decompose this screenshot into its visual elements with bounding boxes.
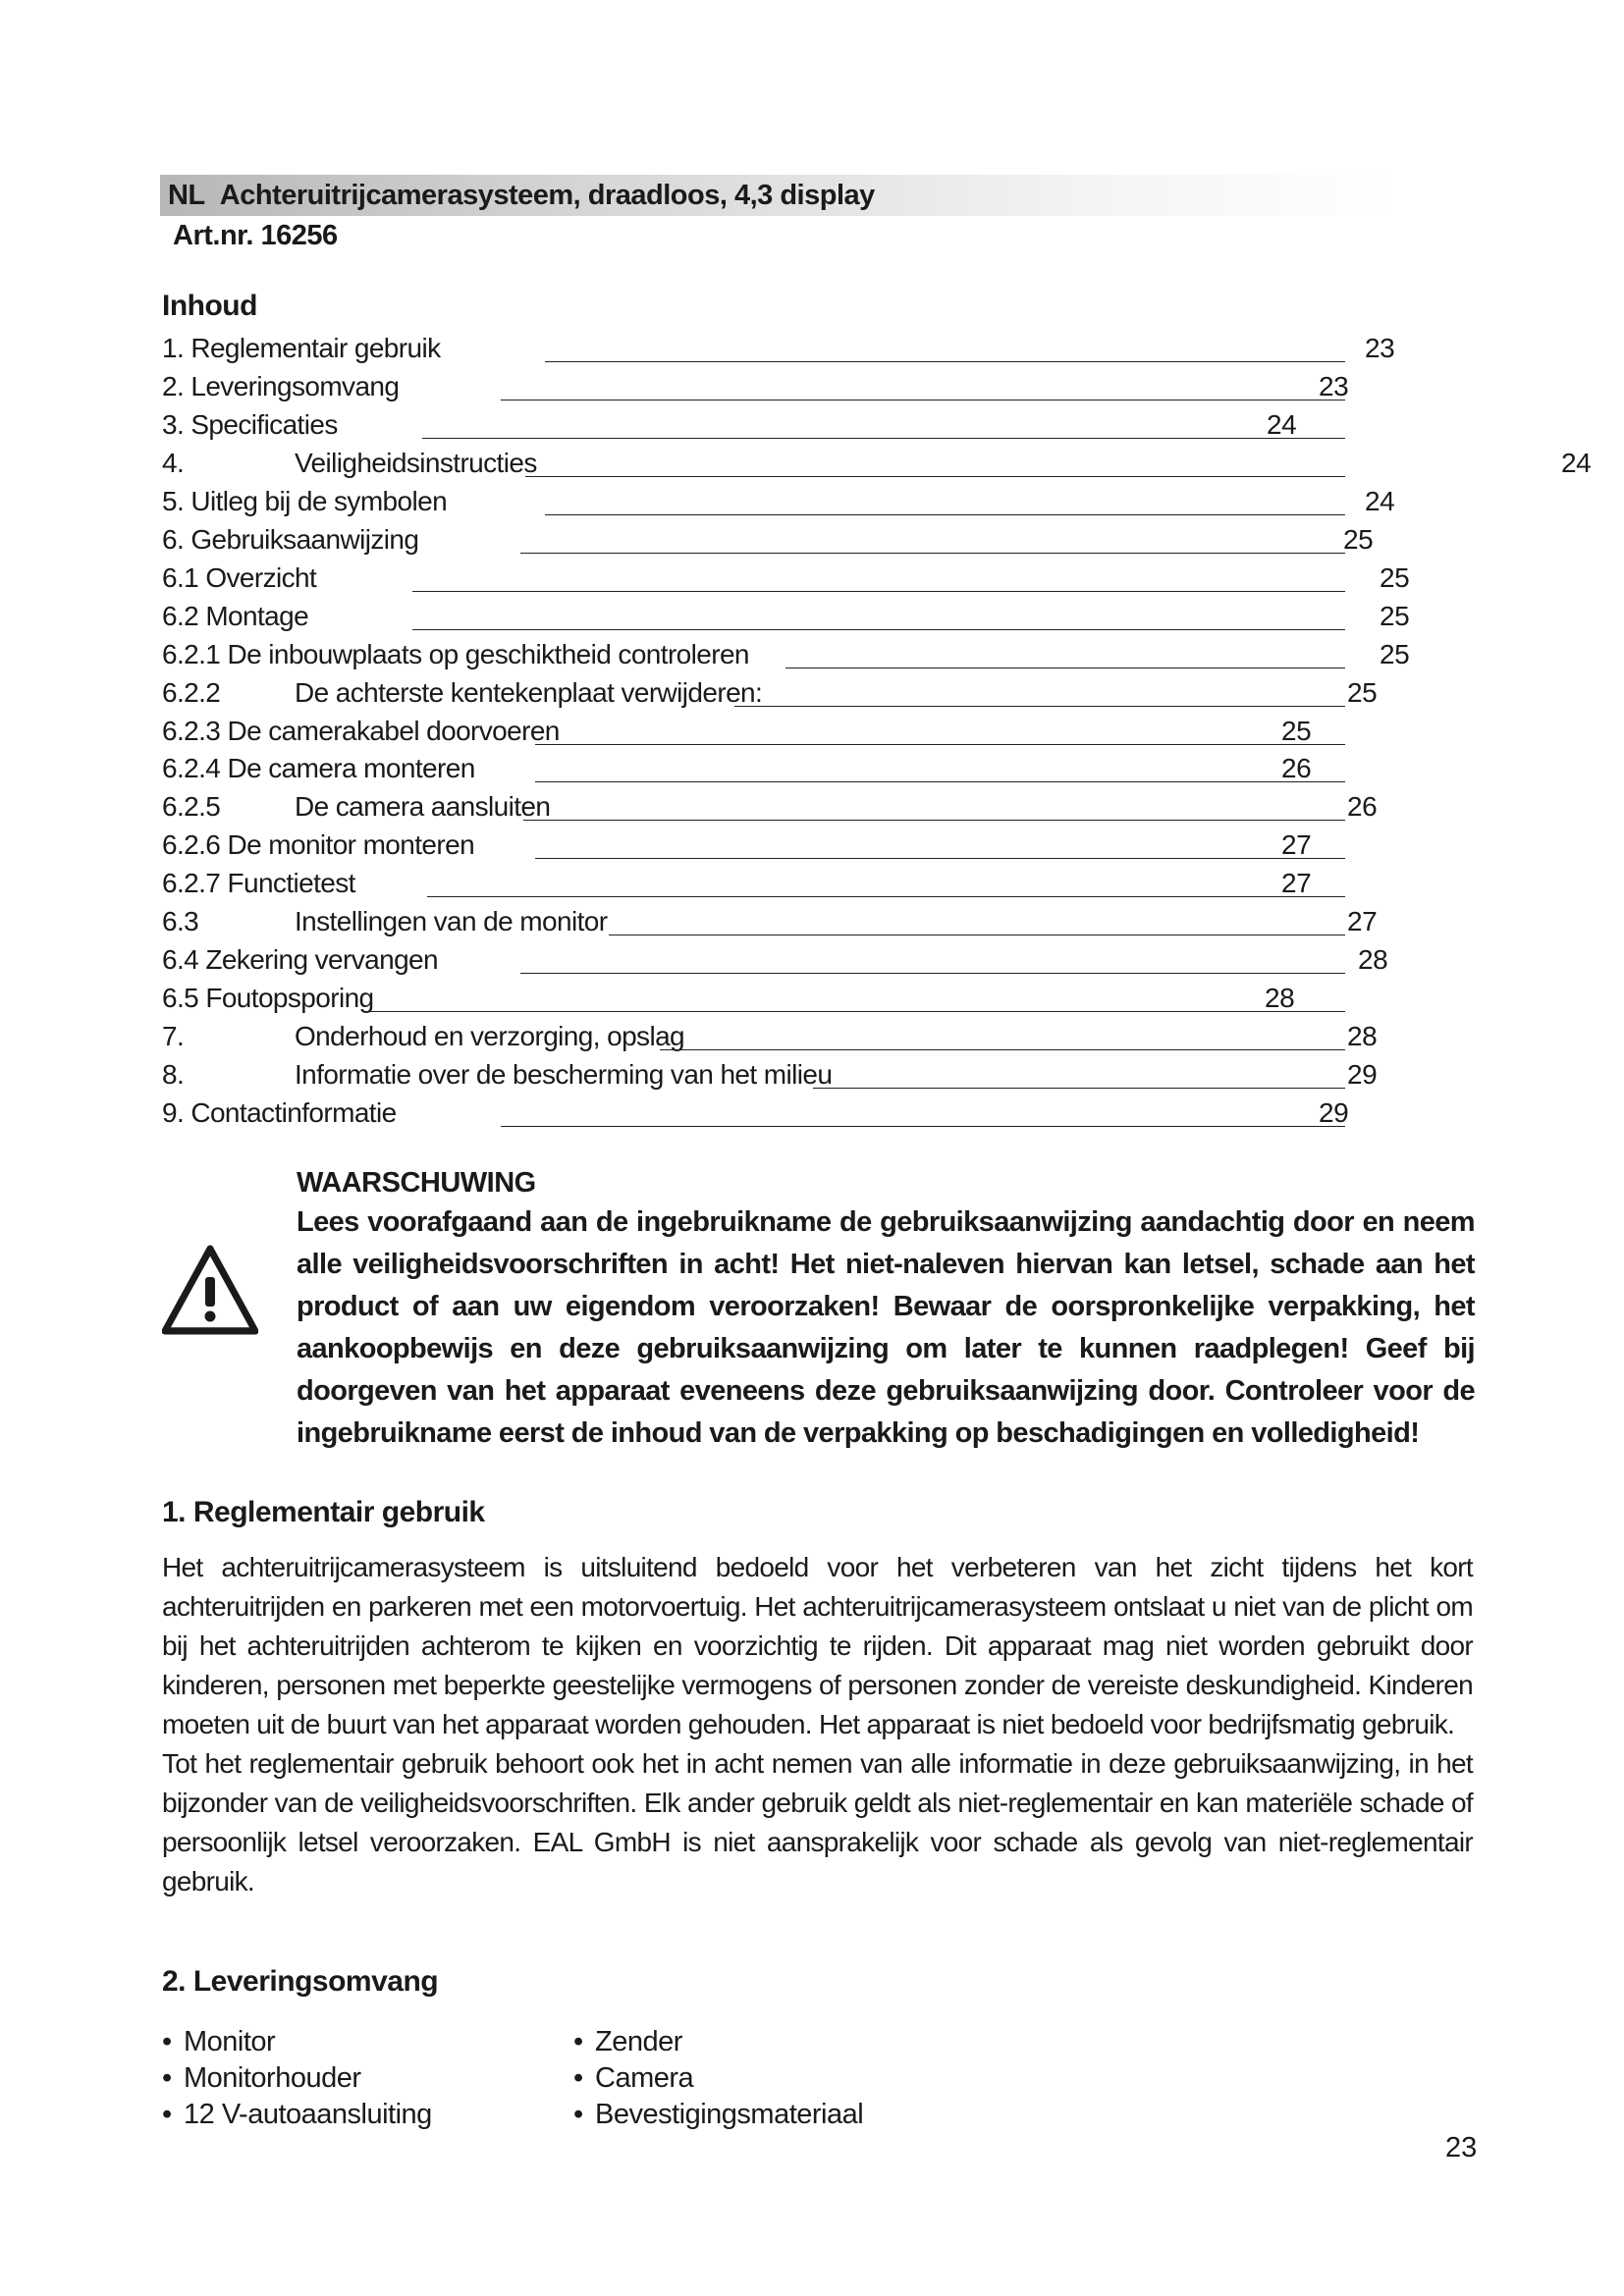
paragraph: Het achteruitrijcamerasysteem is uitsluitend bedoeld voor het verbeteren van het zicht tijdens het kort achteruitrijden en parkeren met een motorvoertuig. Het achteruitrijcamerasysteem ontslaat u niet van de plicht om bij het achteruitrijden achterom te kijken en voorzichtig te rijden. Dit apparaat mag niet worden gebruikt door kinderen, personen met beperkte geestelijke vermogens of personen zonder de vereiste deskundigheid. Kinderen moeten uit de buurt van het apparaat worden gehouden. Het apparaat is niet bedoeld voor bedrijfsmatig gebruik. [162,1552,1473,1739]
warning-text: Lees voorafgaand aan de ingebruikname de gebruiksaanwijzing aandachtig door en neem alle veiligheidsvoorschriften in acht! Het niet-naleven hiervan kan letsel, schade aan het product of aan uw eigendom veroorzaken! Bewaar de oorspronkelijke verpakking, het aankoopbewijs en deze gebruiksaanwijzing om later te kunnen raadplegen! Geef bij doorgeven van het apparaat eveneens deze gebruiksaanwijzing door. Controleer voor de ingebruikname eerst de inhoud van de verpakking op beschadigingen en volledigheid! [297,1206,1475,1449]
toc-entry[interactable] [0,903,1624,940]
toc-entry-number: 6.2.7 [162,868,221,899]
toc-entry[interactable] [0,406,1624,444]
toc-entry[interactable] [0,368,1624,405]
toc-entry-page: 27 [1347,906,1378,937]
bullet: • [573,2026,583,2057]
toc-entry-number: 6.5 [162,983,199,1014]
toc-entry-label: Overzicht [205,561,317,593]
toc-entry-label: Functietest [227,868,355,899]
toc-entry[interactable] [0,788,1624,826]
toc-entry-number: 6.1 [162,561,199,593]
toc-entry-number: 5. [162,485,185,516]
toc-entry-page: 25 [1281,715,1312,746]
toc-leader-line [535,858,1345,859]
toc-entry-title [162,521,418,559]
toc-entry-number: 4. [162,447,185,478]
toc-entry-title [162,406,338,444]
toc-entry-number: 7. [162,1021,185,1052]
bullet: • [162,2099,172,2130]
toc-entry[interactable] [0,598,1624,635]
product-title: Achteruitrijcamerasysteem, draadloos, 4,3 display [219,180,875,211]
toc-entry[interactable] [0,483,1624,520]
toc-entry-page: 28 [1347,1021,1378,1052]
bullet: • [573,2099,583,2130]
toc-entry[interactable] [0,865,1624,902]
toc-entry[interactable] [0,1018,1624,1055]
toc-leader-line [422,438,1345,439]
toc-entry-label: De camerakabel doorvoeren [227,715,560,746]
toc-entry-title [162,598,308,635]
section-body-reglementair-gebruik [162,1548,1473,1901]
toc-entry-page: 25 [1347,676,1378,708]
toc-leader-line [427,896,1345,897]
toc-entry[interactable] [0,521,1624,559]
toc-entry[interactable] [0,827,1624,864]
toc-entry-page: 24 [1267,408,1297,440]
toc-entry-title [162,903,607,940]
toc-entry-number: 8. [162,1059,185,1091]
toc-entry-title [162,1056,832,1094]
toc-entry-number: 6.2.2 [162,676,221,708]
toc-entry-page: 29 [1347,1059,1378,1091]
toc-entry-title [162,330,440,367]
article-number: Art.nr. 16256 [173,220,338,251]
toc-entry-number: 6.2.3 [162,715,221,746]
toc-entry-page: 25 [1380,561,1410,593]
toc-entry-title [162,1018,684,1055]
toc-entry-label: De camera aansluiten [295,791,551,823]
toc-leader-line [660,1049,1345,1050]
toc-entry-label: De camera monteren [227,753,475,784]
toc-leader-line [520,973,1345,974]
toc-leader-line [501,1126,1345,1127]
toc-entry-number: 2. [162,370,185,401]
toc-entry-number: 6.2.4 [162,753,221,784]
toc-entry-number: 6.4 [162,944,199,976]
list-item: • Zender [573,2024,863,2060]
toc-entry-title [162,788,550,826]
toc-entry-title [162,941,438,979]
list-item: • Bevestigingsmateriaal [573,2097,863,2133]
toc-entry-page: 25 [1380,638,1410,669]
toc-entry[interactable] [0,1095,1624,1132]
toc-entry-label: Specificaties [190,408,338,440]
toc-entry-page: 24 [1365,485,1395,516]
toc-entry-number: 6.2.1 [162,638,221,669]
bullet: • [573,2062,583,2094]
toc-entry-number: 6.2.5 [162,791,221,823]
toc-entry-title [162,1095,397,1132]
toc-leader-line [368,1011,1345,1012]
warning-title: WAARSCHUWING [297,1167,536,1199]
toc-entry-label: Contactinformatie [190,1097,397,1128]
bullet: • [162,2026,172,2057]
toc-entry-page: 25 [1380,600,1410,631]
delivery-list-right [573,2024,863,2133]
toc-entry-label: Foutopsporing [205,983,374,1014]
toc-entry-title [162,827,474,864]
warning-triangle-icon [162,1245,258,1335]
toc-entry[interactable] [0,713,1624,750]
section-heading-leveringsomvang: 2. Leveringsomvang [162,1965,439,1998]
page-number: 23 [1445,2132,1478,2163]
toc-entry-label: Veiligheidsinstructies [295,447,537,478]
toc-entry-label: Montage [205,600,309,631]
toc-entry-title [162,636,749,673]
toc-entry[interactable] [0,445,1624,482]
toc-entry-number: 1. [162,333,185,363]
document-title [168,175,875,216]
toc-entry[interactable] [0,560,1624,597]
toc-entry-page: 26 [1347,791,1378,823]
toc-entry-page: 28 [1265,983,1295,1014]
toc-entry-page: 23 [1319,370,1349,401]
delivery-list-left [162,2024,432,2133]
toc-entry-number: 9. [162,1097,185,1128]
toc-entry-page: 29 [1319,1097,1349,1128]
toc-entry-page: 24 [1561,447,1592,478]
bullet: • [162,2062,172,2094]
paragraph: Tot het reglementair gebruik behoort ook het in acht nemen van alle informatie in deze gebruiksaanwijzing, in het bijzonder van de veiligheidsvoorschriften. Elk ander gebruik geldt als niet-reglementair en kan materiële schade of persoonlijk letsel veroorzaken. EAL GmbH is niet aansprakelijk voor schade als gevolg van niet-reglementair gebruik. [162,1748,1473,1896]
toc-entry-number: 6.3 [162,906,199,937]
toc-leader-line [545,361,1345,362]
toc-entry-label: Instellingen van de monitor [295,906,608,937]
toc-leader-line [412,591,1345,592]
toc-entry-page: 23 [1365,333,1395,363]
toc-entry-title [162,980,374,1017]
toc-entry-label: Reglementair gebruik [190,333,441,363]
toc-leader-line [545,514,1345,515]
toc-entry-number: 6.2.6 [162,829,221,861]
toc-entry[interactable] [0,674,1624,712]
language-code: NL [168,180,205,211]
toc-heading: Inhoud [162,290,257,322]
toc-leader-line [412,629,1345,630]
section-heading-reglementair-gebruik: 1. Reglementair gebruik [162,1496,485,1528]
toc-entry-page: 27 [1281,829,1312,861]
toc-entry-number: 6.2 [162,600,199,631]
list-item: • Monitorhouder [162,2060,432,2097]
toc-entry-label: Informatie over de bescherming van het milieu [295,1059,833,1091]
toc-leader-line [535,781,1345,782]
toc-entry-label: De achterste kentekenplaat verwijderen: [295,676,763,708]
toc-entry[interactable] [0,750,1624,787]
toc-entry[interactable] [0,1056,1624,1094]
toc-entry-page: 27 [1281,868,1312,899]
toc-entry-page: 26 [1281,753,1312,784]
toc-entry[interactable] [0,636,1624,673]
toc-entry-title [162,750,475,787]
toc-leader-line [785,667,1345,668]
toc-leader-line [523,820,1345,821]
toc-entry-title [162,560,316,597]
toc-entry-title [162,368,399,405]
toc-entry[interactable] [0,330,1624,367]
toc-entry-label: Leveringsomvang [190,370,400,401]
toc-entry-title [162,865,355,902]
toc-entry-label: Onderhoud en verzorging, opslag [295,1021,685,1052]
list-item: • Camera [573,2060,863,2097]
list-item: • Monitor [162,2024,432,2060]
toc-entry-label: De monitor monteren [227,829,475,861]
toc-entry-title [162,445,537,482]
toc-entry-number: 6. [162,523,185,555]
toc-leader-line [520,553,1345,554]
toc-entry-title [162,674,762,712]
toc-entry-title [162,713,560,750]
toc-entry-page: 25 [1343,523,1374,555]
list-item: • 12 V-autoaansluiting [162,2097,432,2133]
toc-entry-title [162,483,447,520]
toc-leader-line [609,934,1345,935]
toc-leader-line [813,1088,1345,1089]
toc-entry-label: Zekering vervangen [205,944,438,976]
toc-entry[interactable] [0,980,1624,1017]
toc-entry[interactable] [0,941,1624,979]
toc-leader-line [535,744,1345,745]
toc-leader-line [525,476,1345,477]
toc-entry-page: 28 [1358,944,1388,976]
toc-entry-label: Gebruiksaanwijzing [190,523,419,555]
toc-leader-line [734,706,1345,707]
toc-entry-number: 3. [162,408,185,440]
toc-entry-label: Uitleg bij de symbolen [190,485,448,516]
toc-entry-label: De inbouwplaats op geschiktheid controleren [227,638,749,669]
